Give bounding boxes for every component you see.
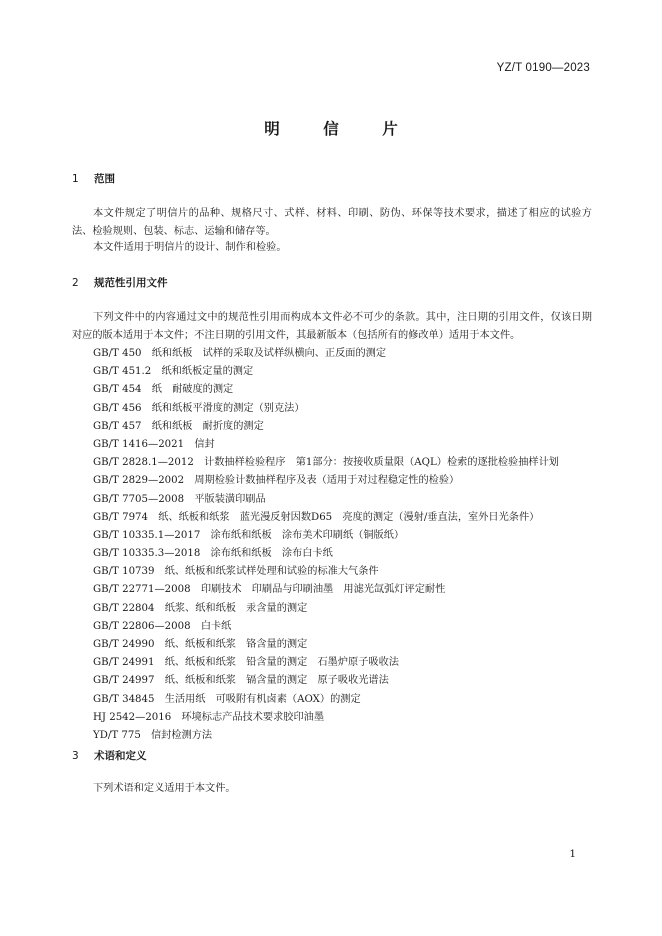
reference-title: 生活用纸 可吸附有机卤素（AOX）的测定: [164, 693, 361, 705]
reference-list: [93, 345, 559, 745]
reference-title: 涂布纸和纸板 涂布白卡纸: [210, 548, 333, 560]
reference-item: [93, 472, 559, 490]
reference-item: [93, 345, 559, 363]
reference-code: GB/T 7974: [93, 511, 149, 523]
reference-code: GB/T 7705—2008: [93, 493, 185, 505]
reference-code: GB/T 34845: [93, 693, 155, 705]
reference-code: GB/T 454: [93, 384, 142, 396]
reference-title: 纸浆、纸和纸板 汞含量的测定: [164, 602, 308, 614]
reference-title: 纸和纸板平滑度的测定（别克法）: [151, 402, 305, 414]
reference-code: GB/T 2829—2002: [93, 475, 185, 487]
section-3-intro: 下列术语和定义适用于本文件。: [93, 783, 236, 794]
section-title: 术语和定义: [94, 750, 147, 762]
reference-code: HJ 2542—2016: [93, 711, 172, 723]
reference-title: 涂布纸和纸板 涂布美术印刷纸（铜版纸）: [210, 529, 405, 541]
reference-code: GB/T 456: [93, 402, 142, 414]
reference-item: [93, 418, 559, 436]
reference-title: 印刷技术 印刷品与印刷油墨 用滤光氙弧灯评定耐性: [200, 584, 446, 596]
reference-item: [93, 600, 559, 618]
section-1-paragraph-2: 本文件适用于明信片的设计、制作和检验。: [93, 242, 287, 253]
reference-code: GB/T 24997: [93, 675, 155, 687]
reference-item: [93, 454, 559, 472]
reference-code: GB/T 450: [93, 348, 142, 359]
reference-code: GB/T 457: [93, 420, 142, 432]
reference-title: 环境标志产品技术要求胶印油墨: [181, 711, 325, 723]
reference-item: [93, 691, 559, 709]
reference-code: GB/T 24991: [93, 657, 155, 669]
document-code: YZ/T 0190—2023: [496, 62, 590, 74]
section-3-heading: [72, 748, 147, 763]
reference-title: 纸、纸板和纸浆 蓝光漫反射因数D65 亮度的测定（漫射/垂直法，室外日光条件）: [158, 511, 540, 523]
reference-item: [93, 618, 559, 636]
reference-item: [93, 527, 559, 545]
reference-item: [93, 727, 559, 745]
reference-title: 周期检验计数抽样程序及表（适用于对过程稳定性的检验）: [194, 475, 460, 487]
reference-code: GB/T 2828.1—2012: [93, 457, 194, 469]
reference-item: [93, 491, 559, 509]
reference-code: GB/T 22804: [93, 602, 155, 614]
section-2-heading: [72, 275, 168, 290]
reference-title: 纸、纸板和纸浆 铅含量的测定 石墨炉原子吸收法: [164, 657, 399, 669]
reference-code: YD/T 775: [93, 729, 141, 741]
reference-item: [93, 363, 559, 381]
reference-code: GB/T 10335.1—2017: [93, 529, 201, 541]
section-number: 3: [72, 750, 79, 762]
section-title: 规范性引用文件: [94, 277, 168, 289]
reference-code: GB/T 1416—2021: [93, 438, 185, 450]
section-1-heading: [72, 171, 115, 186]
reference-code: GB/T 22771—2008: [93, 584, 191, 596]
reference-code: GB/T 10335.3—2018: [93, 548, 201, 560]
section-number: 1: [72, 173, 79, 185]
reference-code: GB/T 451.2: [93, 366, 152, 378]
reference-item: [93, 436, 559, 454]
section-title: 范围: [94, 173, 115, 185]
page-number: 1: [569, 848, 576, 860]
reference-code: GB/T 10739: [93, 566, 155, 578]
reference-title: 纸、纸板和纸浆 镉含量的测定 原子吸收光谱法: [164, 675, 389, 687]
reference-title: 计数抽样检验程序 第1部分：按接收质量限（AQL）检索的逐批检验抽样计划: [204, 457, 559, 469]
section-1-paragraph-1: 本文件规定了明信片的品种、规格尺寸、式样、材料、印刷、防伪、环保等技术要求，描述了相应的试验方法、检验规则、包装、标志、运输和储存等。: [72, 208, 592, 237]
reference-title: 纸和纸板 试样的采取及试样纵横向、正反面的测定: [151, 348, 387, 359]
reference-item: [93, 563, 559, 581]
reference-item: [93, 636, 559, 654]
reference-item: [93, 709, 559, 727]
reference-item: [93, 545, 559, 563]
reference-title: 信封检测方法: [151, 729, 213, 741]
reference-item: [93, 654, 559, 672]
section-number: 2: [72, 277, 79, 289]
reference-code: GB/T 24990: [93, 639, 155, 650]
document-title: 明 信 片: [264, 120, 412, 138]
reference-title: 纸、纸板和纸浆 铬含量的测定: [164, 639, 308, 650]
section-2-intro: 下列文件中的内容通过文中的规范性引用而构成本文件必不可少的条款。其中，注日期的引用文件，仅该日期对应的版本适用于本文件；不注日期的引用文件，其最新版本（包括所有的修改单）适用于本文件。: [72, 312, 592, 341]
reference-code: GB/T 22806—2008: [93, 620, 191, 632]
reference-title: 纸和纸板 耐折度的测定: [151, 420, 264, 432]
reference-item: [93, 581, 559, 599]
reference-title: 信封: [194, 438, 215, 450]
reference-title: 纸、纸板和纸浆试样处理和试验的标准大气条件: [164, 566, 379, 578]
reference-title: 平版装潢印刷品: [194, 493, 266, 505]
reference-item: [93, 381, 559, 399]
reference-title: 纸和纸板定量的测定: [161, 366, 254, 378]
reference-title: 白卡纸: [200, 620, 232, 632]
reference-item: [93, 400, 559, 418]
reference-item: [93, 509, 559, 527]
reference-title: 纸 耐破度的测定: [151, 384, 234, 396]
reference-item: [93, 672, 559, 690]
